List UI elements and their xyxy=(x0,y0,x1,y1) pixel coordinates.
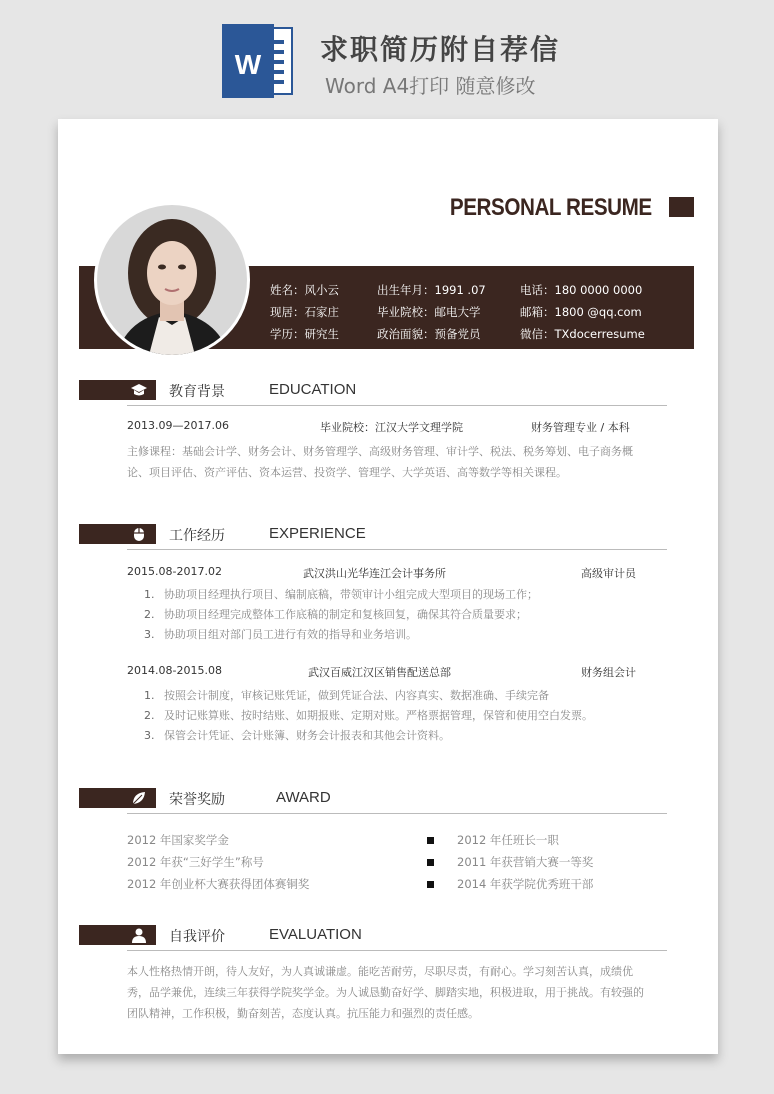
edu-school: 毕业院校：江汉大学文理学院 xyxy=(320,421,463,434)
section-title-en: EDUCATION xyxy=(269,381,357,398)
info-phone: 电话：180 0000 0000 xyxy=(520,283,643,297)
list-item: 3. 协助项目组对部门员工进行有效的指导和业务培训。 xyxy=(144,628,417,641)
award-item: 2012 年创业杯大赛获得团体赛铜奖 xyxy=(127,877,310,891)
info-school: 毕业院校：邮电大学 xyxy=(377,305,481,319)
job-company: 武汉洪山光华连江会计事务所 xyxy=(303,567,446,580)
job-company: 武汉百威江汉区销售配送总部 xyxy=(308,666,451,679)
section-divider xyxy=(127,405,667,406)
info-email: 邮箱：1800 @qq.com xyxy=(520,305,642,319)
info-political: 政治面貌：预备党员 xyxy=(377,327,481,341)
awards-right xyxy=(457,829,593,895)
section-title-cn: 自我评价 xyxy=(169,929,225,945)
list-item: 3. 保管会计凭证、会计账簿、财务会计报表和其他会计资料。 xyxy=(144,729,450,742)
bullet-icon xyxy=(427,837,434,844)
info-row xyxy=(270,301,680,323)
job-position: 高级审计员 xyxy=(581,567,636,580)
resume-title: PERSONAL RESUME xyxy=(450,194,652,221)
svg-text:W: W xyxy=(234,49,262,80)
basic-info xyxy=(270,279,680,345)
section-title-en: AWARD xyxy=(276,789,331,806)
leaf-icon xyxy=(131,790,147,806)
graduation-cap-icon xyxy=(131,382,147,398)
evaluation-text: 本人性格热情开朗，待人友好，为人真诚谦虚。能吃苦耐劳，尽职尽责，有耐心。学习刻苦认真，成绩优秀，品学兼优，连续三年获得学院奖学金。为人诚恳勤奋好学、脚踏实地，积极进取，用于挑战。有较强的团队精神，工作积极，勤奋刻苦，态度认真。抗压能力和强烈的责任感。 xyxy=(127,965,644,1020)
resume-page xyxy=(58,119,718,1054)
info-residence: 现居：石家庄 xyxy=(270,305,339,319)
section-divider xyxy=(127,813,667,814)
award-item: 2012 年获“三好学生”称号 xyxy=(127,855,264,869)
banner-title: 求职简历附自荐信 xyxy=(320,33,561,66)
award-header xyxy=(79,788,649,808)
section-title-cn: 教育背景 xyxy=(169,384,225,400)
list-item: 1. 按照会计制度，审核记账凭证，做到凭证合法、内容真实、数据准确、手续完备 xyxy=(144,689,549,702)
experience-header xyxy=(79,524,649,544)
job-duties xyxy=(144,585,538,645)
word-document-icon xyxy=(222,24,294,98)
info-birth: 出生年月：1991 .07 xyxy=(377,283,486,297)
section-divider xyxy=(127,950,667,951)
edu-major: 财务管理专业 / 本科 xyxy=(531,421,630,434)
award-item: 2012 年国家奖学金 xyxy=(127,833,229,847)
info-row xyxy=(270,323,680,345)
award-item: 2011 年获营销大赛一等奖 xyxy=(457,851,593,873)
list-item: 1. 协助项目经理执行项目、编制底稿，带领审计小组完成大型项目的现场工作； xyxy=(144,588,538,601)
job-position: 财务组会计 xyxy=(581,666,636,679)
section-title-cn: 工作经历 xyxy=(169,528,225,544)
section-title-cn: 荣誉奖励 xyxy=(169,792,225,808)
job-duties xyxy=(144,686,593,746)
info-degree: 学历：研究生 xyxy=(270,327,339,341)
list-item: 2. 及时记账算账、按时结账、如期报账、定期对账。严格票据管理，保管和使用空白发票。 xyxy=(144,709,593,722)
awards-left xyxy=(127,829,309,895)
mouse-icon xyxy=(131,526,147,542)
section-divider xyxy=(127,549,667,550)
info-wechat: 微信：TXdocerresume xyxy=(520,327,645,341)
bullet-icon xyxy=(427,881,434,888)
list-item: 2. 协助项目经理完成整体工作底稿的制定和复核回复，确保其符合质量要求； xyxy=(144,608,527,621)
edu-courses: 主修课程：基础会计学、财务会计、财务管理学、高级财务管理、审计学、税法、税务筹划、电子商务概论、项目评估、资产评估、资本运营、投资学、管理学、大学英语、高等数学等相关课程。 xyxy=(127,445,633,479)
banner xyxy=(0,0,774,115)
award-item: 2012 年任班长一职 xyxy=(457,829,593,851)
bullet-icon xyxy=(427,859,434,866)
info-name: 姓名：风小云 xyxy=(270,283,339,297)
title-square xyxy=(669,197,694,217)
user-icon xyxy=(131,927,147,943)
job-period: 2014.08-2015.08 xyxy=(127,664,222,677)
job-period: 2015.08-2017.02 xyxy=(127,565,222,578)
profile-photo xyxy=(94,202,250,358)
banner-subtitle: Word A4打印 随意修改 xyxy=(325,74,536,98)
section-title-en: EVALUATION xyxy=(269,926,362,943)
section-title-en: EXPERIENCE xyxy=(269,525,366,542)
edu-period: 2013.09—2017.06 xyxy=(127,419,229,432)
award-item: 2014 年获学院优秀班干部 xyxy=(457,873,593,895)
info-row xyxy=(270,279,680,301)
education-header xyxy=(79,380,649,400)
evaluation-header xyxy=(79,925,649,945)
